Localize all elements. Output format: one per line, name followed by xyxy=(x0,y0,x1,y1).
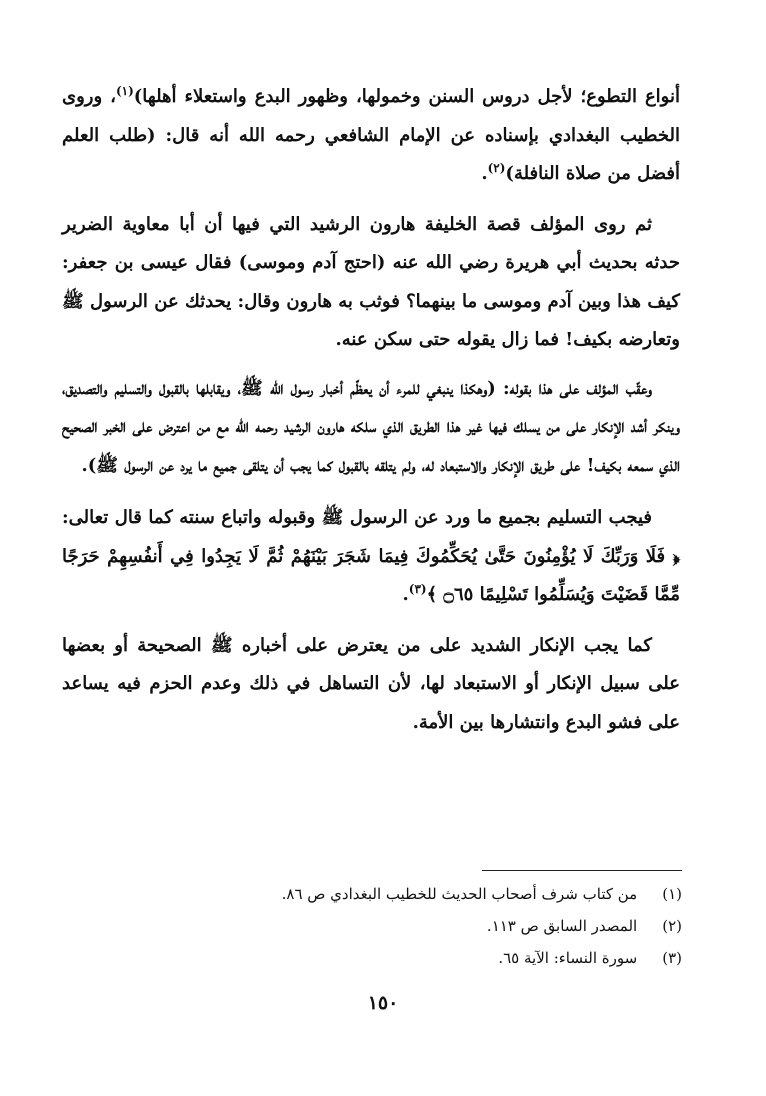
paragraph-5: كما يجب الإنكار الشديد على من يعترض على أخباره ﷺ الصحيحة أو بعضها على سبيل الإنكار أو الاستبعاد لها، لأن التساهل في ذلك وعدم الحزم فيه يساعد على فشو البدع وانتشارها بين الأمة. xyxy=(62,634,680,733)
paragraph-1-text: أنواع التطوع؛ لأجل دروس السنن وخمولها، وظهور البدع واستعلاء أهلها) xyxy=(133,86,680,107)
footnote-3 xyxy=(62,942,682,974)
paragraph-4-end: . xyxy=(402,584,409,605)
footnote-number: (١) xyxy=(662,885,682,903)
paragraph-1 xyxy=(62,78,680,194)
footnote-1 xyxy=(62,878,682,910)
page-body xyxy=(62,78,680,742)
footnote-ref-1: (١) xyxy=(115,84,134,98)
footnote-text: من كتاب شرف أصحاب الحديث للخطيب البغدادي ص ٨٦. xyxy=(281,885,638,903)
footnote-number: (٣) xyxy=(662,949,682,967)
footnote-number: (٢) xyxy=(662,917,682,935)
footnote-ref-2: (٢) xyxy=(487,161,506,175)
footnote-text: سورة النساء: الآية ٦٥. xyxy=(498,949,638,967)
footnote-ref-3: (٣) xyxy=(408,582,427,596)
page-number: ١٥٠ xyxy=(367,992,399,1014)
paragraph-2: ثم روى المؤلف قصة الخليفة هارون الرشيد التي فيها أن أبا معاوية الضرير حدثه بحديث أبي هريرة رضي الله عنه (احتج آدم وموسى) فقال عيسى بن جعفر: كيف هذا وبين آدم وموسى ما بينهما؟ فوثب به هارون وقال: يحدثك عن الرسول ﷺ وتعارضه بكيف! فما زال يقوله حتى سكن عنه. xyxy=(62,213,680,350)
paragraph-4 xyxy=(62,499,680,615)
paragraph-1-end: . xyxy=(481,163,488,184)
paragraph-3: وعقّب المؤلف على هذا بقوله: (وهكذا ينبغي للمرء أن يعظّم أخبار رسول الله ﷺ، ويقابلها بالقبول والتسليم والتصديق، وينكر أشد الإنكار على من يسلك فيها غير هذا الطريق الذي سلكه هارون الرشيد رحمه الله مع من اعترض على الخبر الصحيح الذي سمعه بكيف! على طريق الإنكار والاستبعاد له، ولم يتلقه بالقبول كما يجب أن يتلقى جميع ما يرد عن الرسول ﷺ). xyxy=(62,377,680,476)
footnote-2 xyxy=(62,910,682,942)
quran-verse: ﴿ فَلَا وَرَبِّكَ لَا يُؤْمِنُونَ حَتَّىٰ يُحَكِّمُوكَ فِيمَا شَجَرَ بَيْنَهُمْ ثُمَّ لَا يَجِدُوا فِي أَنفُسِهِمْ حَرَجًا مِّمَّا قَضَيْتَ وَيُسَلِّمُوا تَسْلِيمًا ۝٦٥ ﴾ xyxy=(62,545,680,605)
footnote-text: المصدر السابق ص ١١٣. xyxy=(486,917,638,935)
paragraph-4-text: فيجب التسليم بجميع ما ورد عن الرسول ﷺ وقبوله واتباع سنته كما قال تعالى: xyxy=(62,507,652,528)
footnote-separator xyxy=(482,870,682,871)
footnotes xyxy=(62,878,682,974)
paragraph-1-text-2: ، وروى الخطيب البغدادي بإسناده عن الإمام الشافعي رحمه الله أنه قال: (طلب العلم أفضل من صلاة النافلة) xyxy=(62,86,680,184)
